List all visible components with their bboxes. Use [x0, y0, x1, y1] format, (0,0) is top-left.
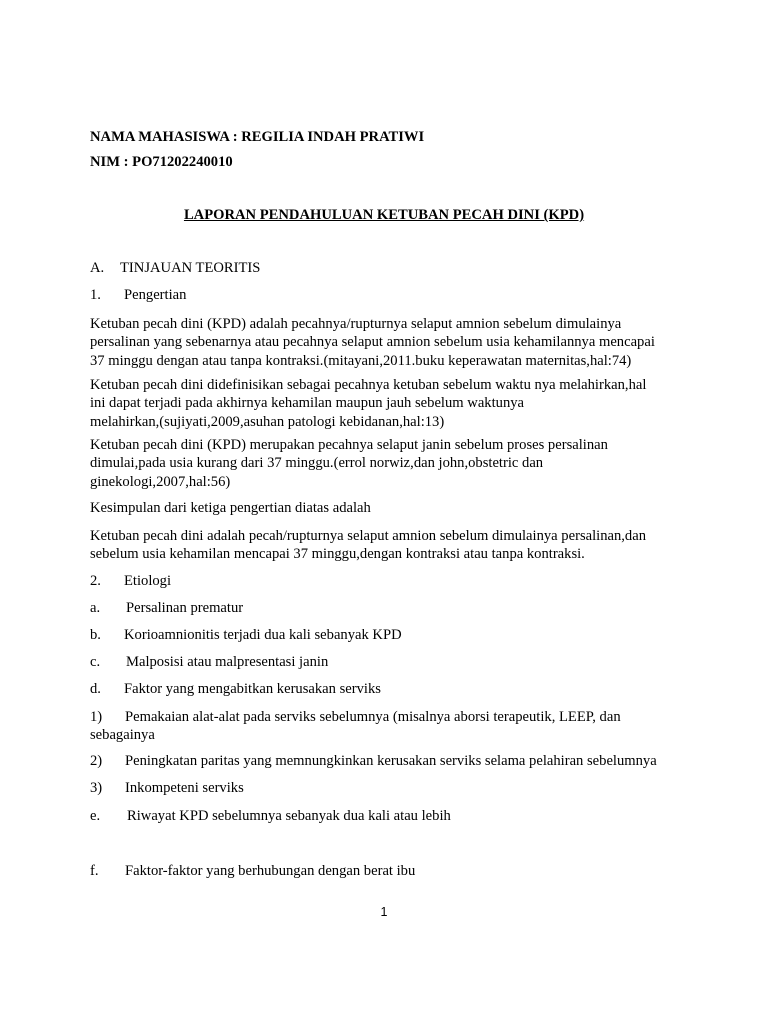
- conclusion-intro: Kesimpulan dari ketiga pengertian diatas adalah: [90, 500, 371, 516]
- sub-text: Pemakaian alat-alat pada serviks sebelumnya (misalnya aborsi terapeutik, LEEP, dan: [125, 709, 621, 725]
- conclusion-line: Ketuban pecah dini adalah pecah/rupturnya selaput amnion sebelum dimulainya persalinan,dan: [90, 528, 646, 544]
- item1-label: Pengertian: [124, 287, 187, 303]
- conclusion-line: sebelum usia kehamilan mencapai 37 minggu,dengan kontraksi atau tanpa kontraksi.: [90, 546, 585, 563]
- list-item: [90, 653, 328, 671]
- item1-heading: [90, 286, 186, 304]
- list-item: [90, 807, 451, 825]
- list-item: [90, 680, 381, 698]
- list-item: [90, 626, 402, 644]
- def3-line: Ketuban pecah dini (KPD) merupakan pecahnya selaput janin sebelum proses persalinan: [90, 437, 608, 453]
- list-marker: e.: [90, 808, 101, 824]
- list-text: Faktor yang mengabitkan kerusakan serviks: [124, 681, 381, 697]
- sub-item: [90, 779, 244, 797]
- def1-line: Ketuban pecah dini (KPD) adalah pecahnya/rupturnya selaput amnion sebelum dimulainya: [90, 316, 622, 332]
- sub-item-continuation: sebagainya: [90, 727, 155, 743]
- list-marker: c.: [90, 654, 101, 670]
- section-a-marker: A.: [90, 260, 105, 276]
- definition-paragraph-3: [90, 436, 690, 491]
- definition-paragraph-2: [90, 376, 690, 431]
- document-title-text: LAPORAN PENDAHULUAN KETUBAN PECAH DINI (KPD): [183, 207, 585, 223]
- sub-marker: 1): [90, 709, 103, 725]
- def3-line: dimulai,pada usia kurang dari 37 minggu.(errol norwiz,dan john,obstetric dan: [90, 455, 544, 472]
- conclusion-paragraph: [90, 527, 690, 564]
- sub-marker: 2): [90, 753, 103, 769]
- list-marker: d.: [90, 681, 101, 697]
- item2-marker: 2.: [90, 573, 101, 589]
- list-text: Riwayat KPD sebelumnya sebanyak dua kali atau lebih: [127, 808, 451, 824]
- item2-heading: [90, 572, 171, 590]
- def2-line: melahirkan,(sujiyati,2009,asuhan patologi kebidanan,hal:13): [90, 413, 445, 430]
- sub-text: Inkompeteni serviks: [125, 780, 244, 796]
- list-text: Malposisi atau malpresentasi janin: [126, 654, 329, 670]
- section-a-heading: [90, 259, 260, 277]
- sub-marker: 3): [90, 780, 103, 796]
- list-marker: f.: [90, 863, 99, 879]
- list-item: [90, 862, 415, 880]
- def2-line: ini dapat terjadi pada akhirnya kehamilan maupun jauh sebelum waktunya: [90, 395, 525, 412]
- document-title: [0, 206, 768, 224]
- student-name: NAMA MAHASISWA : REGILIA INDAH PRATIWI: [90, 129, 425, 145]
- sub-item: [90, 708, 621, 726]
- list-text: Faktor-faktor yang berhubungan dengan berat ibu: [125, 863, 416, 879]
- section-a-label: TINJAUAN TEORITIS: [120, 260, 261, 276]
- sub-text: Peningkatan paritas yang memnungkinkan kerusakan serviks selama pelahiran sebelumnya: [125, 753, 657, 769]
- definition-paragraph-1: [90, 315, 690, 370]
- def3-line: ginekologi,2007,hal:56): [90, 473, 231, 490]
- def1-line: 37 minggu dengan atau tanpa kontraksi.(mitayani,2011.buku keperawatan maternitas,hal:74): [90, 352, 632, 369]
- list-marker: a.: [90, 600, 101, 616]
- sub-item: [90, 752, 657, 770]
- page-number: 1: [380, 905, 388, 919]
- item2-label: Etiologi: [124, 573, 172, 589]
- list-item: [90, 599, 243, 617]
- list-text: Persalinan prematur: [126, 600, 244, 616]
- def2-line: Ketuban pecah dini didefinisikan sebagai pecahnya ketuban sebelum waktu nya melahirkan,hal: [90, 377, 647, 393]
- def1-line: persalinan yang sebenarnya atau pecahnya selaput amnion sebelum usia kehamilannya mencapai: [90, 334, 655, 351]
- item1-marker: 1.: [90, 287, 101, 303]
- student-id: NIM : PO71202240010: [90, 154, 233, 170]
- list-marker: b.: [90, 627, 101, 643]
- list-text: Korioamnionitis terjadi dua kali sebanyak KPD: [124, 627, 402, 643]
